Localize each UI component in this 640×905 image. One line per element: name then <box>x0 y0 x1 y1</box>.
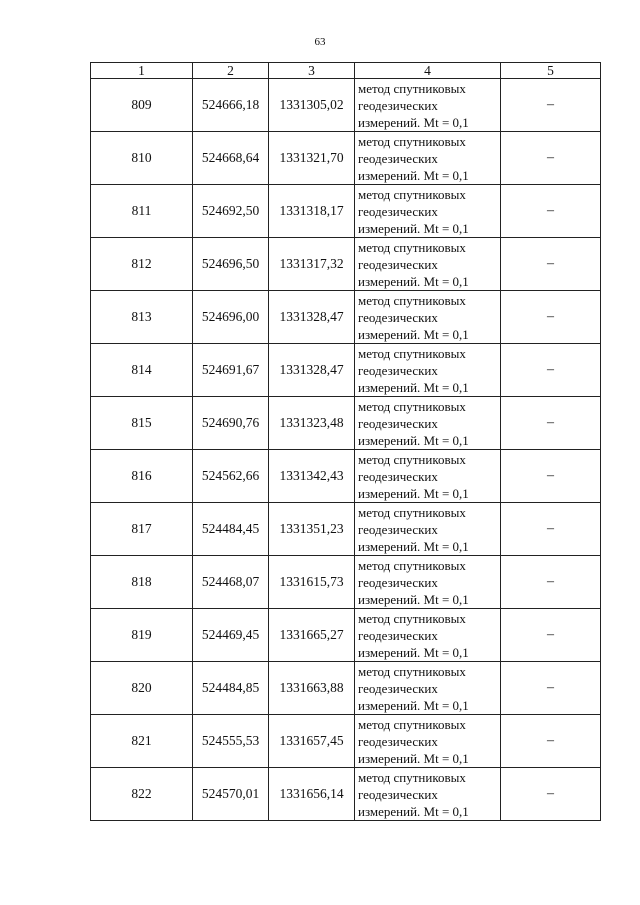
point-number-cell: 820 <box>91 662 193 715</box>
x-coordinate-cell: 524692,50 <box>193 185 269 238</box>
y-coordinate-cell: 1331615,73 <box>269 556 355 609</box>
method-line: геодезических <box>358 97 438 113</box>
y-coordinate-cell: 1331318,17 <box>269 185 355 238</box>
method-line: измерений. Mt = 0,1 <box>358 432 469 448</box>
x-coordinate-cell: 524562,66 <box>193 450 269 503</box>
method-line: метод спутниковых <box>358 610 466 626</box>
method-line: метод спутниковых <box>358 663 466 679</box>
note-cell: – <box>501 662 601 715</box>
note-cell: – <box>501 609 601 662</box>
method-line: измерений. Mt = 0,1 <box>358 167 469 183</box>
method-line: метод спутниковых <box>358 239 466 255</box>
method-line: измерений. Mt = 0,1 <box>358 273 469 289</box>
x-coordinate-cell: 524570,01 <box>193 768 269 821</box>
y-coordinate-cell: 1331328,47 <box>269 344 355 397</box>
method-line: измерений. Mt = 0,1 <box>358 379 469 395</box>
method-cell <box>355 79 501 132</box>
table-row <box>91 79 601 132</box>
header-row <box>91 63 601 79</box>
method-cell <box>355 397 501 450</box>
method-line: геодезических <box>358 256 438 272</box>
y-coordinate-cell: 1331321,70 <box>269 132 355 185</box>
method-cell <box>355 768 501 821</box>
method-line: геодезических <box>358 733 438 749</box>
y-coordinate-cell: 1331317,32 <box>269 238 355 291</box>
table-row <box>91 185 601 238</box>
table-row <box>91 556 601 609</box>
method-cell <box>355 238 501 291</box>
method-line: измерений. Mt = 0,1 <box>358 538 469 554</box>
page-number: 63 <box>314 36 326 48</box>
note-cell: – <box>501 132 601 185</box>
point-number-cell: 816 <box>91 450 193 503</box>
table-body <box>91 79 601 821</box>
point-number-cell: 814 <box>91 344 193 397</box>
note-cell: – <box>501 79 601 132</box>
method-line: измерений. Mt = 0,1 <box>358 803 469 819</box>
point-number-cell: 809 <box>91 79 193 132</box>
table-row <box>91 715 601 768</box>
method-line: измерений. Mt = 0,1 <box>358 485 469 501</box>
point-number-cell: 819 <box>91 609 193 662</box>
y-coordinate-cell: 1331342,43 <box>269 450 355 503</box>
column-header: 3 <box>269 63 355 79</box>
point-number-cell: 813 <box>91 291 193 344</box>
table-row <box>91 344 601 397</box>
point-number-cell: 815 <box>91 397 193 450</box>
point-number-cell: 811 <box>91 185 193 238</box>
column-header: 4 <box>355 63 501 79</box>
note-cell: – <box>501 503 601 556</box>
method-line: метод спутниковых <box>358 716 466 732</box>
x-coordinate-cell: 524691,67 <box>193 344 269 397</box>
y-coordinate-cell: 1331665,27 <box>269 609 355 662</box>
method-line: геодезических <box>358 786 438 802</box>
x-coordinate-cell: 524690,76 <box>193 397 269 450</box>
table-row <box>91 132 601 185</box>
method-line: измерений. Mt = 0,1 <box>358 326 469 342</box>
table-row <box>91 503 601 556</box>
x-coordinate-cell: 524696,50 <box>193 238 269 291</box>
table-row <box>91 609 601 662</box>
method-cell <box>355 715 501 768</box>
method-line: метод спутниковых <box>358 398 466 414</box>
note-cell: – <box>501 344 601 397</box>
x-coordinate-cell: 524468,07 <box>193 556 269 609</box>
method-cell <box>355 556 501 609</box>
method-cell <box>355 662 501 715</box>
method-cell <box>355 132 501 185</box>
x-coordinate-cell: 524555,53 <box>193 715 269 768</box>
method-line: метод спутниковых <box>358 557 466 573</box>
column-header: 2 <box>193 63 269 79</box>
y-coordinate-cell: 1331351,23 <box>269 503 355 556</box>
method-line: метод спутниковых <box>358 133 466 149</box>
x-coordinate-cell: 524696,00 <box>193 291 269 344</box>
table-row <box>91 768 601 821</box>
method-line: измерений. Mt = 0,1 <box>358 220 469 236</box>
point-number-cell: 810 <box>91 132 193 185</box>
column-header: 5 <box>501 63 601 79</box>
point-number-cell: 812 <box>91 238 193 291</box>
method-line: геодезических <box>358 627 438 643</box>
column-header: 1 <box>91 63 193 79</box>
method-cell <box>355 503 501 556</box>
method-line: метод спутниковых <box>358 80 466 96</box>
method-line: геодезических <box>358 362 438 378</box>
method-cell <box>355 450 501 503</box>
method-line: измерений. Mt = 0,1 <box>358 697 469 713</box>
method-line: геодезических <box>358 521 438 537</box>
x-coordinate-cell: 524469,45 <box>193 609 269 662</box>
point-number-cell: 818 <box>91 556 193 609</box>
table-row <box>91 450 601 503</box>
y-coordinate-cell: 1331663,88 <box>269 662 355 715</box>
note-cell: – <box>501 397 601 450</box>
y-coordinate-cell: 1331656,14 <box>269 768 355 821</box>
point-number-cell: 821 <box>91 715 193 768</box>
method-line: метод спутниковых <box>358 504 466 520</box>
note-cell: – <box>501 238 601 291</box>
note-cell: – <box>501 556 601 609</box>
method-line: геодезических <box>358 680 438 696</box>
x-coordinate-cell: 524666,18 <box>193 79 269 132</box>
method-line: геодезических <box>358 203 438 219</box>
y-coordinate-cell: 1331328,47 <box>269 291 355 344</box>
table-row <box>91 238 601 291</box>
point-number-cell: 817 <box>91 503 193 556</box>
method-line: геодезических <box>358 415 438 431</box>
note-cell: – <box>501 185 601 238</box>
point-number-cell: 822 <box>91 768 193 821</box>
method-line: измерений. Mt = 0,1 <box>358 644 469 660</box>
method-cell <box>355 291 501 344</box>
note-cell: – <box>501 291 601 344</box>
method-line: метод спутниковых <box>358 451 466 467</box>
table-row <box>91 291 601 344</box>
table-row <box>91 662 601 715</box>
method-cell <box>355 185 501 238</box>
y-coordinate-cell: 1331305,02 <box>269 79 355 132</box>
method-line: измерений. Mt = 0,1 <box>358 750 469 766</box>
method-cell <box>355 609 501 662</box>
note-cell: – <box>501 450 601 503</box>
method-line: метод спутниковых <box>358 345 466 361</box>
method-line: измерений. Mt = 0,1 <box>358 591 469 607</box>
x-coordinate-cell: 524484,85 <box>193 662 269 715</box>
method-line: метод спутниковых <box>358 292 466 308</box>
note-cell: – <box>501 768 601 821</box>
method-line: метод спутниковых <box>358 769 466 785</box>
x-coordinate-cell: 524484,45 <box>193 503 269 556</box>
y-coordinate-cell: 1331657,45 <box>269 715 355 768</box>
method-line: геодезических <box>358 468 438 484</box>
coordinates-table <box>90 62 601 821</box>
method-line: геодезических <box>358 574 438 590</box>
method-line: геодезических <box>358 150 438 166</box>
method-line: измерений. Mt = 0,1 <box>358 114 469 130</box>
x-coordinate-cell: 524668,64 <box>193 132 269 185</box>
method-line: геодезических <box>358 309 438 325</box>
method-line: метод спутниковых <box>358 186 466 202</box>
table-row <box>91 397 601 450</box>
y-coordinate-cell: 1331323,48 <box>269 397 355 450</box>
note-cell: – <box>501 715 601 768</box>
method-cell <box>355 344 501 397</box>
